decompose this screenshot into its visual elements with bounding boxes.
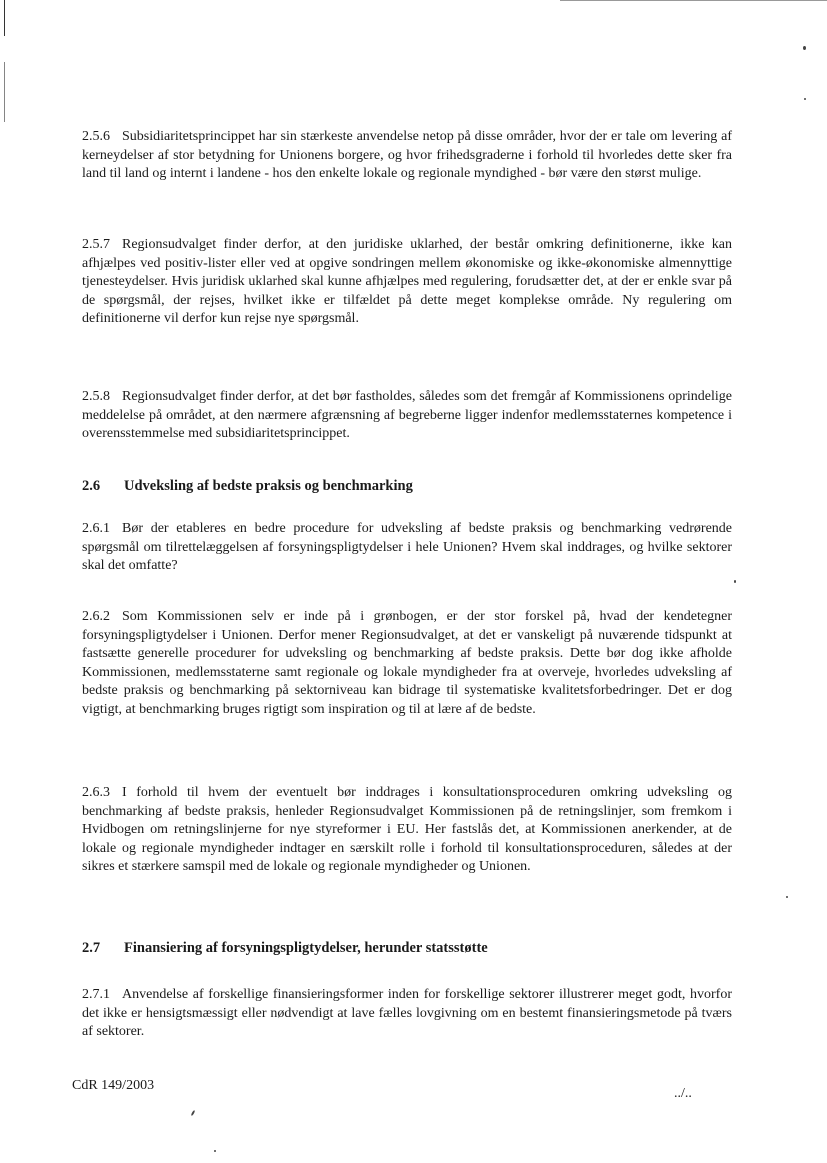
scan-edge-line bbox=[4, 62, 5, 122]
heading-number: 2.6 bbox=[82, 478, 101, 494]
paragraph-number: 2.6.3 bbox=[82, 785, 110, 800]
heading-number: 2.7 bbox=[82, 940, 101, 956]
heading-title: Finansiering af forsyningspligtydelser, herunder statsstøtte bbox=[124, 940, 488, 956]
scan-edge-line bbox=[4, 0, 5, 36]
paragraph-2-6-2 bbox=[82, 608, 732, 719]
paragraph-text: Regionsudvalget finder derfor, at den juridiske uklarhed, der består omkring definitionerne, ikke kan afhjælpes ved positiv-lister eller ved at opgive sondringen mellem økonomiske og ikke-økonomiske almennyttige tjenesteydelser. Hvis juridisk uklarhed skal kunne afhjælpes med regulering, forudsætter det, at der er enkle svar på de spørgsmål, der rejses, hvilket ikke er tilfældet på dette meget komplekse område. Ny regulering om definitionerne vil derfor kun rejse nye spørgsmål. bbox=[82, 237, 732, 326]
paragraph-text: Anvendelse af forskellige finansieringsformer inden for forskellige sektorer illustrerer meget godt, hvorfor det ikke er hensigtsmæssigt eller nødvendigt at lave fælles lovgivning om en bestemt finansieringsmetode på tværs af sektorer. bbox=[82, 987, 732, 1039]
paragraph-text: Regionsudvalget finder derfor, at det bør fastholdes, således som det fremgår af Kommissionens oprindelige meddelelse på området, at den nærmere afgrænsning af begreberne ligger indenfor medlemsstaternes kompetence i overensstemmelse med subsidiaritetsprincippet. bbox=[82, 389, 732, 441]
section-heading-2-7 bbox=[82, 940, 732, 957]
continuation-marker: ../.. bbox=[674, 1086, 692, 1101]
document-reference: CdR 149/2003 bbox=[72, 1078, 155, 1093]
paragraph-text: Bør der etableres en bedre procedure for udveksling af bedste praksis og benchmarking vedrørende spørgsmål om tilrettelæggelsen af forsyningspligtydelser i hele Unionen? Hvem skal inddrages, og hvilke sektorer skal det omfatte? bbox=[82, 521, 732, 573]
scan-speck bbox=[214, 1150, 216, 1152]
heading-title: Udveksling af bedste praksis og benchmarking bbox=[124, 478, 413, 494]
scan-speck bbox=[804, 98, 806, 100]
paragraph-2-7-1 bbox=[82, 986, 732, 1042]
paragraph-text: Subsidiaritetsprincippet har sin stærkeste anvendelse netop på disse områder, hvor der er tale om levering af kerneydelser af stor betydning for Unionens borgere, og hvor frihedsgraderne i forhold til hvorledes dette sker fra land til land og internt i landene - hos den enkelte lokale og regionale myndighed - bør være den størst mulige. bbox=[82, 129, 732, 181]
scan-speck bbox=[803, 46, 806, 50]
paragraph-text: I forhold til hvem der eventuelt bør inddrages i konsultationsproceduren omkring udveksling og benchmarking af bedste praksis, henleder Regionsudvalget Kommissionen på de retningslinjer, som fremkom i Hvidbogen om retningslinjerne for nye styreformer i EU. Her fastslås det, at Kommissionen anerkender, at de lokale og regionale myndigheder indtager en særskilt rolle i forhold til konsultationsproceduren, således at der sikres et stærkere samspil med de lokale og regionale myndigheder og Unionen. bbox=[82, 785, 732, 874]
paragraph-number: 2.5.6 bbox=[82, 129, 110, 144]
paragraph-number: 2.7.1 bbox=[82, 987, 110, 1002]
paragraph-number: 2.6.2 bbox=[82, 609, 110, 624]
paragraph-text: Som Kommissionen selv er inde på i grønbogen, er der stor forskel på, hvad der kendetegner forsyningspligtydelser i Unionen. Derfor mener Regionsudvalget, at det er vanskeligt på nuværende tidspunkt at fastsætte generelle procedurer for udveksling og benchmarking af bedste praksis. Dette bør dog ikke afholde Kommissionen, medlemsstaterne samt regionale og lokale myndigheder fra at overveje, hvorledes udveksling af bedste praksis og benchmarking på sektorniveau kan bidrage til systematiske kvalitetsforbedringer. Det er dog vigtigt, at benchmarking bruges rigtigt som inspiration og til at lære af de bedste. bbox=[82, 609, 732, 717]
paragraph-2-6-1 bbox=[82, 520, 732, 576]
paragraph-number: 2.5.8 bbox=[82, 389, 110, 404]
paragraph-2-6-3 bbox=[82, 784, 732, 877]
paragraph-2-5-8 bbox=[82, 388, 732, 444]
section-heading-2-6 bbox=[82, 478, 732, 495]
scan-speck bbox=[191, 1110, 196, 1116]
paragraph-number: 2.6.1 bbox=[82, 521, 110, 536]
paragraph-number: 2.5.7 bbox=[82, 237, 110, 252]
scan-top-line bbox=[560, 0, 827, 1]
scan-speck bbox=[734, 580, 736, 583]
paragraph-2-5-7 bbox=[82, 236, 732, 329]
scan-speck bbox=[786, 896, 788, 898]
paragraph-2-5-6 bbox=[82, 128, 732, 184]
